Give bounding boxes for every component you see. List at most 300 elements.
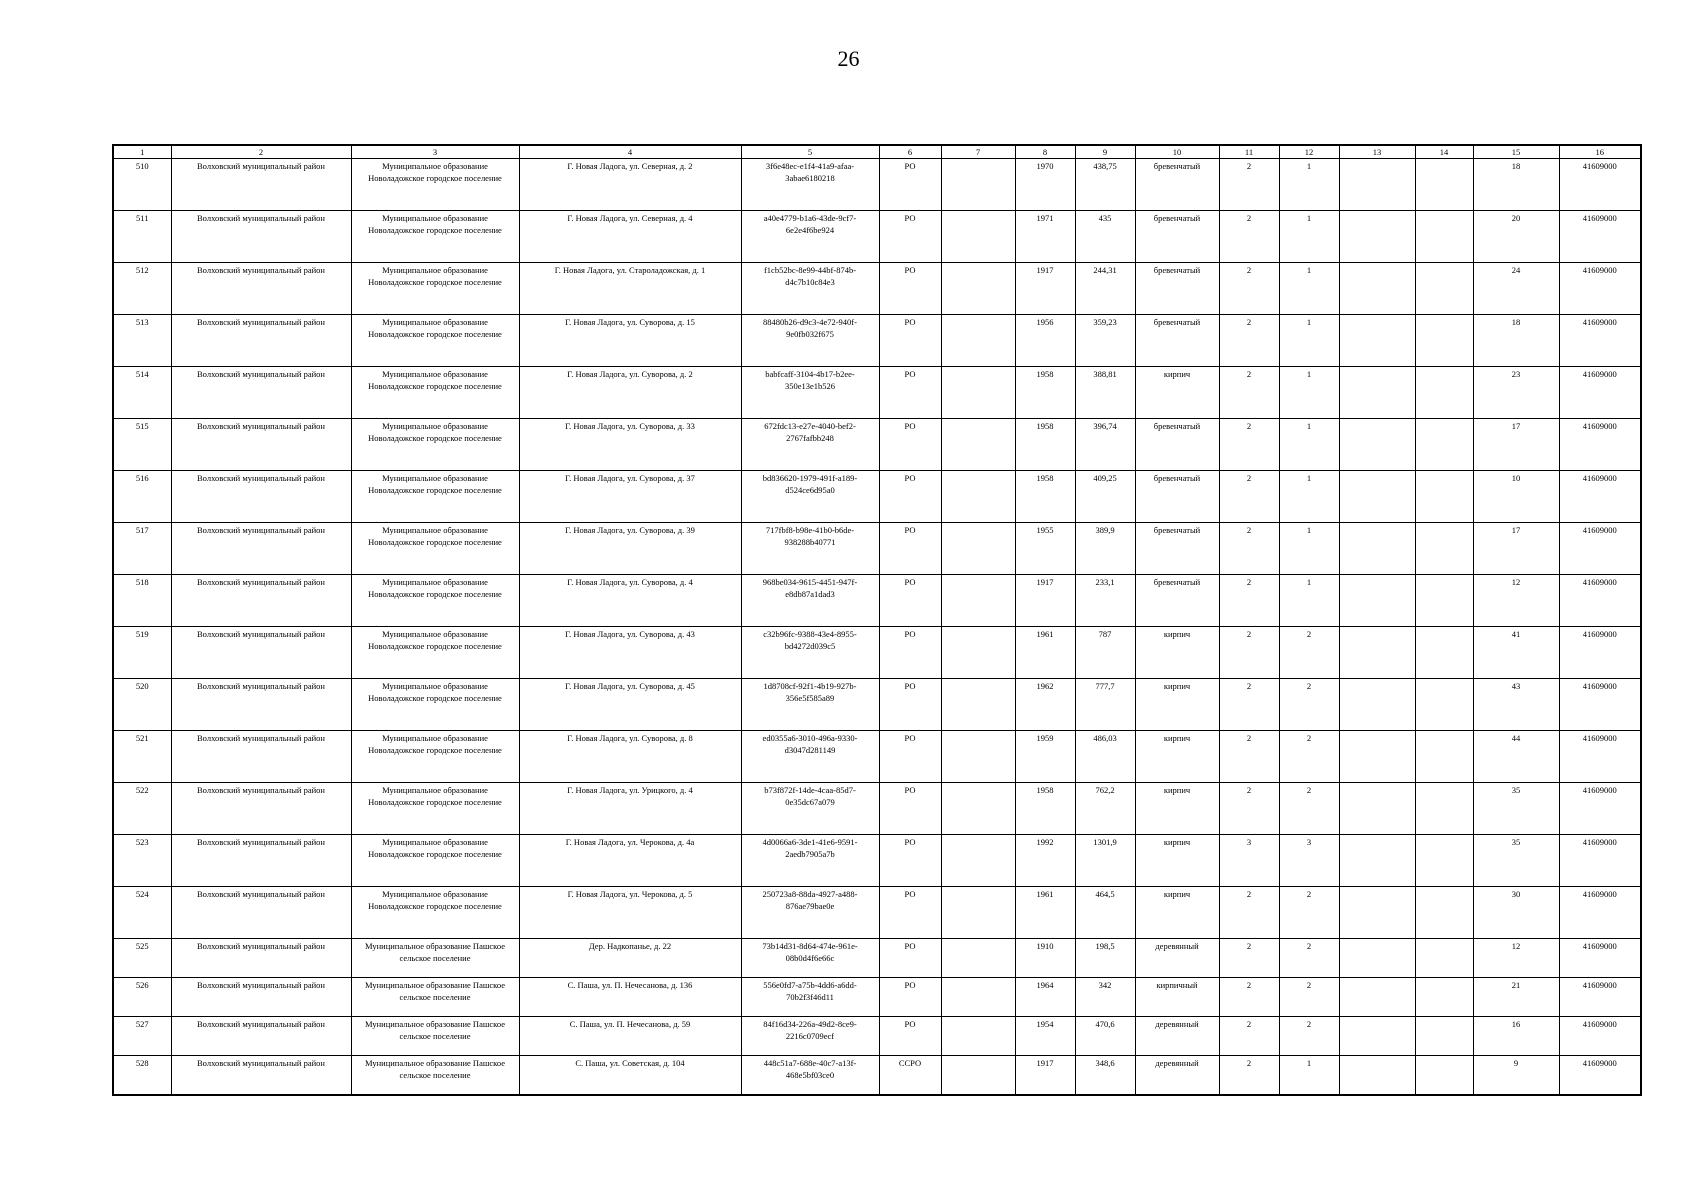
municipality-cell: Муниципальное образование Пашское сельское поселение <box>351 939 519 978</box>
col14-cell <box>1415 627 1473 679</box>
row-number-cell: 514 <box>113 367 171 419</box>
col7-cell <box>941 315 1015 367</box>
municipality-cell: Муниципальное образование Новоладожское городское поселение <box>351 419 519 471</box>
col13-cell <box>1339 835 1415 887</box>
house-id-cell: f1cb52bc-8e99-44bf-874b-d4c7b10c84e3 <box>741 263 879 315</box>
area-cell: 409,25 <box>1075 471 1135 523</box>
floors-cell: 2 <box>1219 263 1279 315</box>
address-cell: Г. Новая Ладога, ул. Суворова, д. 45 <box>519 679 741 731</box>
municipality-cell: Муниципальное образование Новоладожское городское поселение <box>351 627 519 679</box>
district-cell: Волховский муниципальный район <box>171 419 351 471</box>
wall-material-cell: бревенчатый <box>1135 211 1219 263</box>
wall-material-cell: кирпич <box>1135 627 1219 679</box>
wall-material-cell: бревенчатый <box>1135 471 1219 523</box>
apartments-cell: 16 <box>1473 1017 1559 1056</box>
entrances-cell: 2 <box>1279 1017 1339 1056</box>
year-cell: 1961 <box>1015 627 1075 679</box>
col13-cell <box>1339 627 1415 679</box>
area-cell: 348,6 <box>1075 1056 1135 1096</box>
col7-cell <box>941 419 1015 471</box>
column-header: 9 <box>1075 145 1135 159</box>
municipality-cell: Муниципальное образование Новоладожское городское поселение <box>351 315 519 367</box>
table-body <box>113 159 1641 1096</box>
row-number-cell: 525 <box>113 939 171 978</box>
column-header: 10 <box>1135 145 1219 159</box>
col14-cell <box>1415 367 1473 419</box>
floors-cell: 2 <box>1219 367 1279 419</box>
year-cell: 1956 <box>1015 315 1075 367</box>
municipality-cell: Муниципальное образование Пашское сельское поселение <box>351 1017 519 1056</box>
col13-cell <box>1339 1056 1415 1096</box>
wall-material-cell: бревенчатый <box>1135 159 1219 211</box>
table-row <box>113 315 1641 367</box>
floors-cell: 2 <box>1219 679 1279 731</box>
apartments-cell: 20 <box>1473 211 1559 263</box>
house-id-cell: a40e4779-b1a6-43de-9cf7-6e2e4f6be924 <box>741 211 879 263</box>
district-cell: Волховский муниципальный район <box>171 523 351 575</box>
entrances-cell: 1 <box>1279 1056 1339 1096</box>
wall-material-cell: бревенчатый <box>1135 263 1219 315</box>
col14-cell <box>1415 419 1473 471</box>
column-header: 2 <box>171 145 351 159</box>
entrances-cell: 2 <box>1279 679 1339 731</box>
area-cell: 777,7 <box>1075 679 1135 731</box>
management-type-cell: РО <box>879 263 941 315</box>
entrances-cell: 3 <box>1279 835 1339 887</box>
row-number-cell: 527 <box>113 1017 171 1056</box>
apartments-cell: 35 <box>1473 783 1559 835</box>
col13-cell <box>1339 978 1415 1017</box>
address-cell: Г. Новая Ладога, ул. Суворова, д. 37 <box>519 471 741 523</box>
col14-cell <box>1415 1056 1473 1096</box>
address-cell: Г. Новая Ладога, ул. Суворова, д. 2 <box>519 367 741 419</box>
column-header: 4 <box>519 145 741 159</box>
oktmo-cell: 41609000 <box>1559 523 1641 575</box>
apartments-cell: 12 <box>1473 575 1559 627</box>
col14-cell <box>1415 835 1473 887</box>
col7-cell <box>941 731 1015 783</box>
col7-cell <box>941 679 1015 731</box>
house-id-cell: 84f16d34-226a-49d2-8ce9-2216c0709ecf <box>741 1017 879 1056</box>
floors-cell: 2 <box>1219 939 1279 978</box>
entrances-cell: 2 <box>1279 731 1339 783</box>
column-header: 8 <box>1015 145 1075 159</box>
municipality-cell: Муниципальное образование Новоладожское городское поселение <box>351 159 519 211</box>
district-cell: Волховский муниципальный район <box>171 367 351 419</box>
floors-cell: 2 <box>1219 211 1279 263</box>
municipality-cell: Муниципальное образование Новоладожское городское поселение <box>351 731 519 783</box>
floors-cell: 2 <box>1219 731 1279 783</box>
management-type-cell: РО <box>879 159 941 211</box>
col7-cell <box>941 627 1015 679</box>
row-number-cell: 517 <box>113 523 171 575</box>
wall-material-cell: бревенчатый <box>1135 523 1219 575</box>
year-cell: 1958 <box>1015 419 1075 471</box>
area-cell: 233,1 <box>1075 575 1135 627</box>
district-cell: Волховский муниципальный район <box>171 159 351 211</box>
apartments-cell: 24 <box>1473 263 1559 315</box>
housing-registry-table <box>112 144 1642 1096</box>
management-type-cell: РО <box>879 575 941 627</box>
col7-cell <box>941 835 1015 887</box>
area-cell: 486,03 <box>1075 731 1135 783</box>
year-cell: 1917 <box>1015 575 1075 627</box>
entrances-cell: 1 <box>1279 367 1339 419</box>
wall-material-cell: кирпич <box>1135 731 1219 783</box>
area-cell: 244,31 <box>1075 263 1135 315</box>
oktmo-cell: 41609000 <box>1559 783 1641 835</box>
management-type-cell: ССРО <box>879 1056 941 1096</box>
entrances-cell: 2 <box>1279 978 1339 1017</box>
table-row <box>113 731 1641 783</box>
area-cell: 396,74 <box>1075 419 1135 471</box>
row-number-cell: 512 <box>113 263 171 315</box>
management-type-cell: РО <box>879 887 941 939</box>
col13-cell <box>1339 211 1415 263</box>
floors-cell: 2 <box>1219 887 1279 939</box>
oktmo-cell: 41609000 <box>1559 887 1641 939</box>
oktmo-cell: 41609000 <box>1559 419 1641 471</box>
management-type-cell: РО <box>879 679 941 731</box>
district-cell: Волховский муниципальный район <box>171 731 351 783</box>
oktmo-cell: 41609000 <box>1559 1056 1641 1096</box>
column-header: 6 <box>879 145 941 159</box>
address-cell: Г. Новая Ладога, ул. Черокова, д. 5 <box>519 887 741 939</box>
area-cell: 389,9 <box>1075 523 1135 575</box>
wall-material-cell: кирпич <box>1135 679 1219 731</box>
municipality-cell: Муниципальное образование Новоладожское городское поселение <box>351 523 519 575</box>
table-row <box>113 939 1641 978</box>
address-cell: Г. Новая Ладога, ул. Суворова, д. 8 <box>519 731 741 783</box>
wall-material-cell: кирпич <box>1135 783 1219 835</box>
municipality-cell: Муниципальное образование Пашское сельское поселение <box>351 978 519 1017</box>
row-number-cell: 526 <box>113 978 171 1017</box>
col14-cell <box>1415 263 1473 315</box>
oktmo-cell: 41609000 <box>1559 263 1641 315</box>
col7-cell <box>941 523 1015 575</box>
wall-material-cell: кирпичный <box>1135 978 1219 1017</box>
management-type-cell: РО <box>879 1017 941 1056</box>
row-number-cell: 513 <box>113 315 171 367</box>
col14-cell <box>1415 978 1473 1017</box>
house-id-cell: 968be034-9615-4451-947f-e8db87a1dad3 <box>741 575 879 627</box>
floors-cell: 2 <box>1219 575 1279 627</box>
address-cell: Г. Новая Ладога, ул. Урицкого, д. 4 <box>519 783 741 835</box>
column-header: 3 <box>351 145 519 159</box>
house-id-cell: babfcaff-3104-4b17-b2ee-350e13e1b526 <box>741 367 879 419</box>
municipality-cell: Муниципальное образование Новоладожское городское поселение <box>351 835 519 887</box>
table-row <box>113 367 1641 419</box>
col7-cell <box>941 575 1015 627</box>
municipality-cell: Муниципальное образование Новоладожское городское поселение <box>351 887 519 939</box>
entrances-cell: 2 <box>1279 887 1339 939</box>
table-row <box>113 887 1641 939</box>
col7-cell <box>941 783 1015 835</box>
row-number-cell: 519 <box>113 627 171 679</box>
year-cell: 1962 <box>1015 679 1075 731</box>
col14-cell <box>1415 731 1473 783</box>
year-cell: 1971 <box>1015 211 1075 263</box>
wall-material-cell: кирпич <box>1135 835 1219 887</box>
district-cell: Волховский муниципальный район <box>171 887 351 939</box>
address-cell: Г. Новая Ладога, ул. Северная, д. 2 <box>519 159 741 211</box>
floors-cell: 2 <box>1219 419 1279 471</box>
oktmo-cell: 41609000 <box>1559 679 1641 731</box>
col7-cell <box>941 211 1015 263</box>
area-cell: 198,5 <box>1075 939 1135 978</box>
address-cell: Г. Новая Ладога, ул. Суворова, д. 39 <box>519 523 741 575</box>
col14-cell <box>1415 523 1473 575</box>
col13-cell <box>1339 471 1415 523</box>
floors-cell: 2 <box>1219 1017 1279 1056</box>
municipality-cell: Муниципальное образование Новоладожское городское поселение <box>351 471 519 523</box>
municipality-cell: Муниципальное образование Новоладожское городское поселение <box>351 679 519 731</box>
management-type-cell: РО <box>879 731 941 783</box>
col13-cell <box>1339 315 1415 367</box>
col7-cell <box>941 367 1015 419</box>
management-type-cell: РО <box>879 315 941 367</box>
column-header: 13 <box>1339 145 1415 159</box>
address-cell: С. Паша, ул. Советская, д. 104 <box>519 1056 741 1096</box>
wall-material-cell: бревенчатый <box>1135 419 1219 471</box>
municipality-cell: Муниципальное образование Пашское сельское поселение <box>351 1056 519 1096</box>
col13-cell <box>1339 575 1415 627</box>
entrances-cell: 1 <box>1279 419 1339 471</box>
year-cell: 1959 <box>1015 731 1075 783</box>
year-cell: 1958 <box>1015 783 1075 835</box>
col13-cell <box>1339 783 1415 835</box>
row-number-cell: 516 <box>113 471 171 523</box>
table-row <box>113 575 1641 627</box>
house-id-cell: bd836620-1979-491f-a189-d524ce6d95a0 <box>741 471 879 523</box>
area-cell: 342 <box>1075 978 1135 1017</box>
municipality-cell: Муниципальное образование Новоладожское городское поселение <box>351 367 519 419</box>
address-cell: Г. Новая Ладога, ул. Суворова, д. 43 <box>519 627 741 679</box>
col7-cell <box>941 939 1015 978</box>
management-type-cell: РО <box>879 419 941 471</box>
house-id-cell: 88480b26-d9c3-4e72-940f-9e0fb032f675 <box>741 315 879 367</box>
municipality-cell: Муниципальное образование Новоладожское городское поселение <box>351 211 519 263</box>
col7-cell <box>941 159 1015 211</box>
year-cell: 1961 <box>1015 887 1075 939</box>
column-number-row <box>113 145 1641 159</box>
management-type-cell: РО <box>879 978 941 1017</box>
address-cell: Дер. Надкопанье, д. 22 <box>519 939 741 978</box>
municipality-cell: Муниципальное образование Новоладожское городское поселение <box>351 263 519 315</box>
wall-material-cell: деревянный <box>1135 1056 1219 1096</box>
row-number-cell: 524 <box>113 887 171 939</box>
house-id-cell: 73b14d31-8d64-474e-961e-08b0d4f6e66c <box>741 939 879 978</box>
area-cell: 435 <box>1075 211 1135 263</box>
table-row <box>113 523 1641 575</box>
col14-cell <box>1415 783 1473 835</box>
wall-material-cell: кирпич <box>1135 887 1219 939</box>
year-cell: 1917 <box>1015 263 1075 315</box>
apartments-cell: 17 <box>1473 523 1559 575</box>
col13-cell <box>1339 887 1415 939</box>
year-cell: 1970 <box>1015 159 1075 211</box>
column-header: 16 <box>1559 145 1641 159</box>
management-type-cell: РО <box>879 939 941 978</box>
table-row <box>113 1017 1641 1056</box>
col7-cell <box>941 471 1015 523</box>
col13-cell <box>1339 731 1415 783</box>
floors-cell: 2 <box>1219 783 1279 835</box>
district-cell: Волховский муниципальный район <box>171 471 351 523</box>
column-header: 11 <box>1219 145 1279 159</box>
district-cell: Волховский муниципальный район <box>171 315 351 367</box>
house-id-cell: ed0355a6-3010-496a-9330-d3047d281149 <box>741 731 879 783</box>
col7-cell <box>941 978 1015 1017</box>
table-row <box>113 263 1641 315</box>
house-id-cell: 250723a8-88da-4927-a488-876ae79bae0e <box>741 887 879 939</box>
year-cell: 1958 <box>1015 471 1075 523</box>
table-row <box>113 159 1641 211</box>
district-cell: Волховский муниципальный район <box>171 978 351 1017</box>
col7-cell <box>941 887 1015 939</box>
district-cell: Волховский муниципальный район <box>171 1017 351 1056</box>
year-cell: 1917 <box>1015 1056 1075 1096</box>
apartments-cell: 41 <box>1473 627 1559 679</box>
row-number-cell: 510 <box>113 159 171 211</box>
column-header: 15 <box>1473 145 1559 159</box>
table-row <box>113 1056 1641 1096</box>
apartments-cell: 12 <box>1473 939 1559 978</box>
table-row <box>113 679 1641 731</box>
address-cell: С. Паша, ул. П. Нечесанова, д. 136 <box>519 978 741 1017</box>
entrances-cell: 1 <box>1279 159 1339 211</box>
management-type-cell: РО <box>879 523 941 575</box>
table-row <box>113 627 1641 679</box>
apartments-cell: 9 <box>1473 1056 1559 1096</box>
address-cell: Г. Новая Ладога, ул. Северная, д. 4 <box>519 211 741 263</box>
row-number-cell: 515 <box>113 419 171 471</box>
area-cell: 464,5 <box>1075 887 1135 939</box>
wall-material-cell: кирпич <box>1135 367 1219 419</box>
column-header: 14 <box>1415 145 1473 159</box>
address-cell: Г. Новая Ладога, ул. Староладожская, д. 1 <box>519 263 741 315</box>
municipality-cell: Муниципальное образование Новоладожское городское поселение <box>351 783 519 835</box>
management-type-cell: РО <box>879 367 941 419</box>
entrances-cell: 1 <box>1279 471 1339 523</box>
oktmo-cell: 41609000 <box>1559 315 1641 367</box>
col14-cell <box>1415 315 1473 367</box>
entrances-cell: 2 <box>1279 627 1339 679</box>
row-number-cell: 528 <box>113 1056 171 1096</box>
oktmo-cell: 41609000 <box>1559 627 1641 679</box>
col14-cell <box>1415 679 1473 731</box>
oktmo-cell: 41609000 <box>1559 1017 1641 1056</box>
apartments-cell: 30 <box>1473 887 1559 939</box>
district-cell: Волховский муниципальный район <box>171 627 351 679</box>
apartments-cell: 35 <box>1473 835 1559 887</box>
municipality-cell: Муниципальное образование Новоладожское городское поселение <box>351 575 519 627</box>
area-cell: 762,2 <box>1075 783 1135 835</box>
wall-material-cell: бревенчатый <box>1135 575 1219 627</box>
col13-cell <box>1339 263 1415 315</box>
district-cell: Волховский муниципальный район <box>171 835 351 887</box>
house-id-cell: 556e0fd7-a75b-4dd6-a6dd-70b2f3f46d11 <box>741 978 879 1017</box>
col14-cell <box>1415 211 1473 263</box>
year-cell: 1954 <box>1015 1017 1075 1056</box>
oktmo-cell: 41609000 <box>1559 575 1641 627</box>
table-row <box>113 419 1641 471</box>
management-type-cell: РО <box>879 627 941 679</box>
floors-cell: 2 <box>1219 523 1279 575</box>
table-row <box>113 978 1641 1017</box>
entrances-cell: 2 <box>1279 783 1339 835</box>
floors-cell: 2 <box>1219 1056 1279 1096</box>
district-cell: Волховский муниципальный район <box>171 783 351 835</box>
floors-cell: 2 <box>1219 315 1279 367</box>
table-row <box>113 471 1641 523</box>
oktmo-cell: 41609000 <box>1559 939 1641 978</box>
floors-cell: 2 <box>1219 159 1279 211</box>
col7-cell <box>941 263 1015 315</box>
address-cell: Г. Новая Ладога, ул. Черокова, д. 4а <box>519 835 741 887</box>
col13-cell <box>1339 367 1415 419</box>
col7-cell <box>941 1017 1015 1056</box>
house-id-cell: 3f6e48ec-e1f4-41a9-afaa-3abae6180218 <box>741 159 879 211</box>
page-number: 26 <box>837 46 860 71</box>
apartments-cell: 18 <box>1473 315 1559 367</box>
col14-cell <box>1415 159 1473 211</box>
row-number-cell: 522 <box>113 783 171 835</box>
oktmo-cell: 41609000 <box>1559 471 1641 523</box>
district-cell: Волховский муниципальный район <box>171 263 351 315</box>
entrances-cell: 1 <box>1279 211 1339 263</box>
column-header: 5 <box>741 145 879 159</box>
house-id-cell: 4d0066a6-3de1-41e6-9591-2aedb7905a7b <box>741 835 879 887</box>
entrances-cell: 1 <box>1279 523 1339 575</box>
table-row <box>113 783 1641 835</box>
row-number-cell: 520 <box>113 679 171 731</box>
floors-cell: 2 <box>1219 978 1279 1017</box>
address-cell: Г. Новая Ладога, ул. Суворова, д. 4 <box>519 575 741 627</box>
col13-cell <box>1339 1017 1415 1056</box>
row-number-cell: 511 <box>113 211 171 263</box>
oktmo-cell: 41609000 <box>1559 731 1641 783</box>
oktmo-cell: 41609000 <box>1559 835 1641 887</box>
col14-cell <box>1415 575 1473 627</box>
row-number-cell: 521 <box>113 731 171 783</box>
house-id-cell: c32b96fc-9388-43e4-8955-bd4272d039c5 <box>741 627 879 679</box>
house-id-cell: 672fdc13-e27e-4040-bef2-2767fafbb248 <box>741 419 879 471</box>
district-cell: Волховский муниципальный район <box>171 1056 351 1096</box>
floors-cell: 2 <box>1219 471 1279 523</box>
house-id-cell: 1d8708cf-92f1-4b19-927b-356e5f585a89 <box>741 679 879 731</box>
col13-cell <box>1339 679 1415 731</box>
column-header: 7 <box>941 145 1015 159</box>
house-id-cell: b73f872f-14de-4caa-85d7-0e35dc67a079 <box>741 783 879 835</box>
col13-cell <box>1339 939 1415 978</box>
house-id-cell: 448c51a7-688e-40c7-a13f-468e5bf03ce0 <box>741 1056 879 1096</box>
wall-material-cell: бревенчатый <box>1135 315 1219 367</box>
entrances-cell: 1 <box>1279 575 1339 627</box>
floors-cell: 3 <box>1219 835 1279 887</box>
district-cell: Волховский муниципальный район <box>171 679 351 731</box>
floors-cell: 2 <box>1219 627 1279 679</box>
year-cell: 1955 <box>1015 523 1075 575</box>
management-type-cell: РО <box>879 835 941 887</box>
row-number-cell: 523 <box>113 835 171 887</box>
col13-cell <box>1339 523 1415 575</box>
table-row <box>113 835 1641 887</box>
wall-material-cell: деревянный <box>1135 939 1219 978</box>
entrances-cell: 1 <box>1279 315 1339 367</box>
management-type-cell: РО <box>879 783 941 835</box>
district-cell: Волховский муниципальный район <box>171 575 351 627</box>
